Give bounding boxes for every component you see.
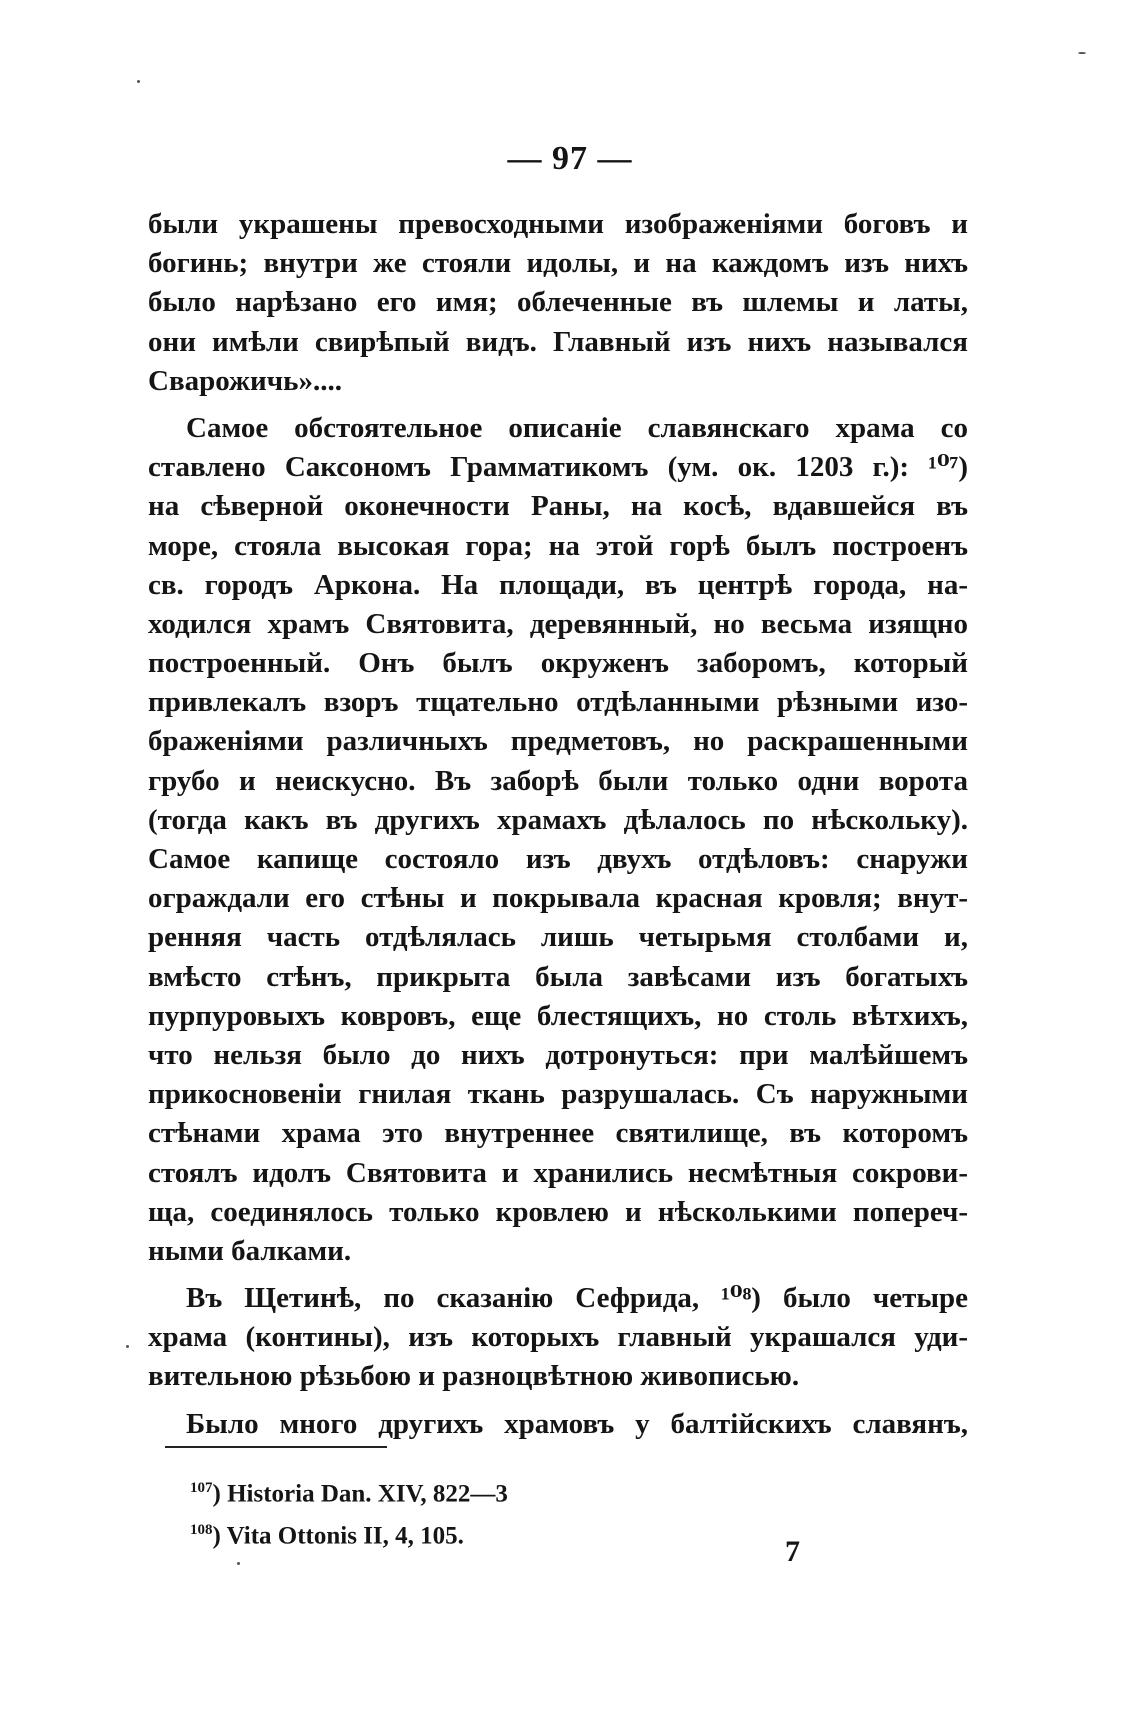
text-line: Сварожичь»....	[148, 364, 342, 397]
text-line: ренняя часть отдѣлялась лишь четырьмя столбами и,	[148, 921, 968, 954]
text-line: стоялъ идолъ Святовита и хранились несмѣтныя сокрови-	[148, 1156, 968, 1189]
text-line: храма (контины), изъ которыхъ главный украшался уди-	[148, 1321, 968, 1354]
text-line: привлекалъ взоръ тщательно отдѣланными рѣзными изо-	[148, 686, 968, 719]
text-line: пурпуровыхъ ковровъ, еще блестящихъ, но столь вѣтхихъ,	[148, 999, 968, 1032]
text-line: Самое капище состояло изъ двухъ отдѣловъ: снаружи	[148, 843, 968, 875]
text-line: на сѣверной оконечности Раны, на косѣ, вдавшейся въ	[148, 490, 968, 523]
scan-speck	[137, 80, 140, 83]
text-line: Въ Щетинѣ, по сказанію Сефрида, ¹⁰⁸) было четыре	[186, 1282, 968, 1315]
footnotes	[190, 1470, 508, 1555]
text-line: были украшены превосходными изображеніями боговъ и	[148, 208, 968, 240]
footnote-mark: 107	[190, 1480, 213, 1496]
body-text	[148, 205, 968, 1444]
text-line: Было много другихъ храмовъ у балтійскихъ славянъ,	[186, 1407, 968, 1440]
text-line: св. городъ Аркона. На площади, въ центрѣ города, на-	[148, 568, 968, 601]
text-line: ными балками.	[148, 1234, 352, 1267]
footnote: $^{107}$) Historia Dan. XIV, 822—3	[190, 1480, 508, 1508]
running-header: — 97 —	[507, 140, 633, 177]
text-line: ща, соединялось только кровлею и нѣсколькими попереч-	[148, 1195, 968, 1228]
footnote-text: Vita Ottonis II, 4, 105.	[226, 1522, 464, 1550]
text-line: построенный. Онъ былъ окруженъ заборомъ, который	[148, 647, 968, 680]
footnote-mark: 108	[190, 1522, 213, 1539]
text-line: ограждали его стѣны и покрывала красная кровля; внут-	[148, 882, 968, 915]
footnote-divider	[165, 1446, 387, 1448]
text-line: что нельзя было до нихъ дотронуться: при малѣйшемъ	[148, 1038, 968, 1071]
text-line: прикосновеніи гнилая ткань разрушалась. Съ наружными	[148, 1078, 968, 1111]
text-line: вительною рѣзьбою и разноцвѣтною живописью.	[148, 1360, 800, 1393]
scan-speck	[1078, 52, 1086, 54]
text-line: Самое обстоятельное описаніе славянскаго храма со	[186, 411, 968, 444]
text-line: ходился храмъ Святовита, деревянный, но весьма изящно	[148, 607, 968, 640]
scan-speck	[237, 1562, 240, 1565]
text-line: было нарѣзано его имя; облеченные въ шлемы и латы,	[148, 286, 968, 319]
text-line: грубо и неискусно. Въ заборѣ были только одни ворота	[148, 764, 968, 797]
text-line: море, стояла высокая гора; на этой горѣ былъ построенъ	[148, 529, 968, 562]
text-line: (тогда какъ въ другихъ храмахъ дѣлалось по нѣскольку).	[148, 803, 968, 836]
footnote-text: Historia Dan. XIV, 822—3	[227, 1480, 508, 1508]
footnote: $^{108}$) Vita Ottonis II, 4, 105.	[190, 1522, 464, 1550]
page-number: 7	[785, 1535, 800, 1568]
text-line: стѣнами храма это внутреннее святилище, въ которомъ	[148, 1117, 968, 1150]
text-line: браженіями различныхъ предметовъ, но раскрашенными	[148, 725, 968, 758]
text-line: богинь; внутри же стояли идолы, и на каждомъ изъ нихъ	[148, 247, 968, 280]
text-line: вмѣсто стѣнъ, прикрыта была завѣсами изъ богатыхъ	[148, 960, 968, 993]
text-line: ставлено Саксономъ Грамматикомъ (ум. ок. 1203 г.): ¹⁰⁷)	[148, 451, 968, 484]
text-line: они имѣли свирѣпый видъ. Главный изъ нихъ назывался	[148, 325, 968, 358]
scan-speck	[126, 1345, 129, 1348]
